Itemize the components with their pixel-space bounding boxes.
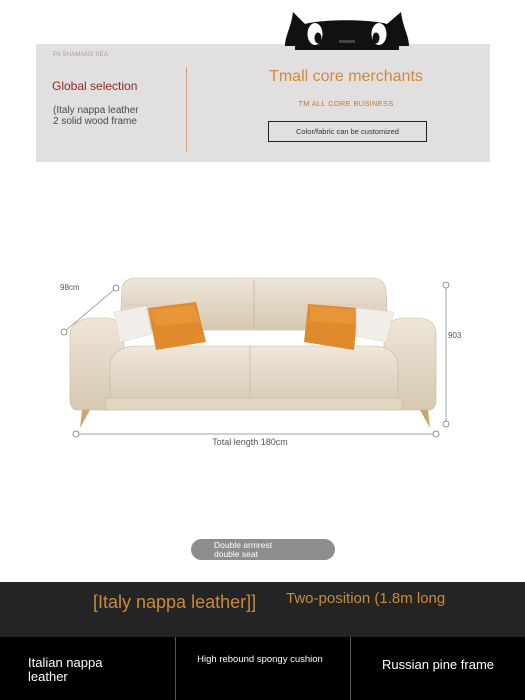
length-dimension-label: Total length 180cm [212,437,288,447]
sofa-dimension-diagram [0,268,525,458]
tmall-title: Tmall core merchants [269,68,423,85]
banner-divider [186,67,187,152]
brand-watermark: PA SHAMANS SEA [53,52,109,58]
feature-frame: Russian pine frame [382,657,494,672]
spec-line: 2 solid wood frame [53,116,137,127]
height-dimension-label: 903 [448,331,462,340]
tmall-cat-icon [283,10,411,52]
footer-heading-row [0,582,525,637]
depth-dimension-label: 98cm [60,283,80,292]
feature-cushion: High rebound spongy cushion [197,654,323,665]
pill-line: double seat [214,549,258,559]
spec-list [53,105,193,127]
feature-divider [350,637,351,700]
feature-footer [0,582,525,700]
sofa-illustration [70,278,436,428]
material-heading: [Italy nappa leather]] [93,592,257,612]
top-banner [36,44,490,162]
spec-line: (Italy nappa leather [53,105,139,116]
size-subheading: Two-position (1.8m long [286,590,446,607]
feature-leather: Italian nappa leather [28,655,103,684]
configuration-pill [191,539,335,560]
feature-divider [175,637,176,700]
feature-row [0,637,525,700]
customization-note: Color/fabric can be customized [268,121,427,142]
tmall-subtitle: TM ALL CORE BUSINESS [298,99,394,108]
pill-line: Double armrest [214,540,273,550]
global-selection-label: Global selection [52,79,138,93]
